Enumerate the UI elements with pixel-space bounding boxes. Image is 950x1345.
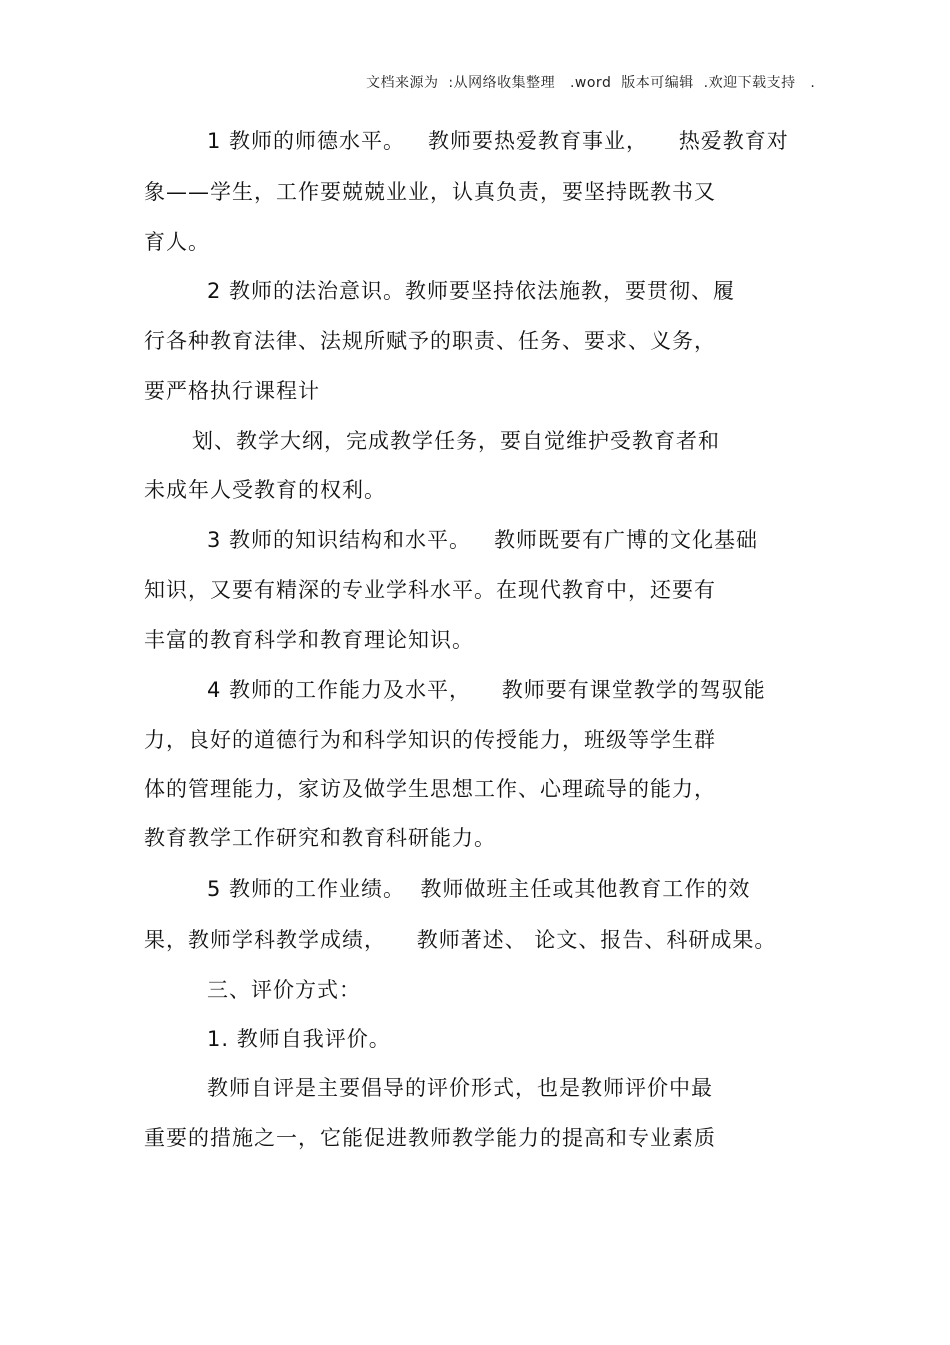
text-line: 丰富的教育科学和教育理论知识。	[144, 628, 474, 652]
text-line: 2 教师的法治意识。教师要坚持依法施教，要贯彻、履	[207, 279, 736, 303]
document-source-note: 文档来源为 :从网络收集整理 .word 版本可编辑 .欢迎下载支持 .	[366, 75, 816, 91]
text-line: 行各种教育法律、法规所赋予的职责、任务、要求、义务，	[144, 329, 716, 353]
text-line: 要严格执行课程计	[144, 379, 320, 403]
text-line: 育人。	[144, 230, 210, 254]
text-line: 4 教师的工作能力及水平， 教师要有课堂教学的驾驭能	[207, 678, 766, 702]
text-line: 划、教学大纲，完成教学任务，要自觉维护受教育者和	[192, 429, 720, 453]
text-line: 教师自评是主要倡导的评价形式，也是教师评价中最	[207, 1076, 713, 1100]
text-line: 教育教学工作研究和教育科研能力。	[144, 826, 496, 850]
text-line: 未成年人受教育的权利。	[144, 478, 386, 502]
text-line: 3 教师的知识结构和水平。 教师既要有广博的文化基础	[207, 528, 759, 552]
text-line: 体的管理能力，家访及做学生思想工作、心理疏导的能力，	[144, 777, 716, 801]
text-line: 知识，又要有精深的专业学科水平。在现代教育中，还要有	[144, 578, 716, 602]
text-line: 果，教师学科教学成绩， 教师著述、 论文、报告、科研成果。	[144, 928, 777, 952]
section-heading: 三、评价方式：	[207, 978, 361, 1002]
text-line: 重要的措施之一，它能促进教师教学能力的提高和专业素质	[144, 1126, 716, 1150]
text-line: 象——学生，工作要兢兢业业，认真负责，要坚持既教书又	[144, 180, 716, 204]
text-line: 力，良好的道德行为和科学知识的传授能力，班级等学生群	[144, 728, 716, 752]
subsection-heading: 1. 教师自我评价。	[207, 1027, 391, 1051]
text-line: 1 教师的师德水平。 教师要热爱教育事业， 热爱教育对	[207, 129, 789, 153]
text-line: 5 教师的工作业绩。 教师做班主任或其他教育工作的效	[207, 877, 751, 901]
